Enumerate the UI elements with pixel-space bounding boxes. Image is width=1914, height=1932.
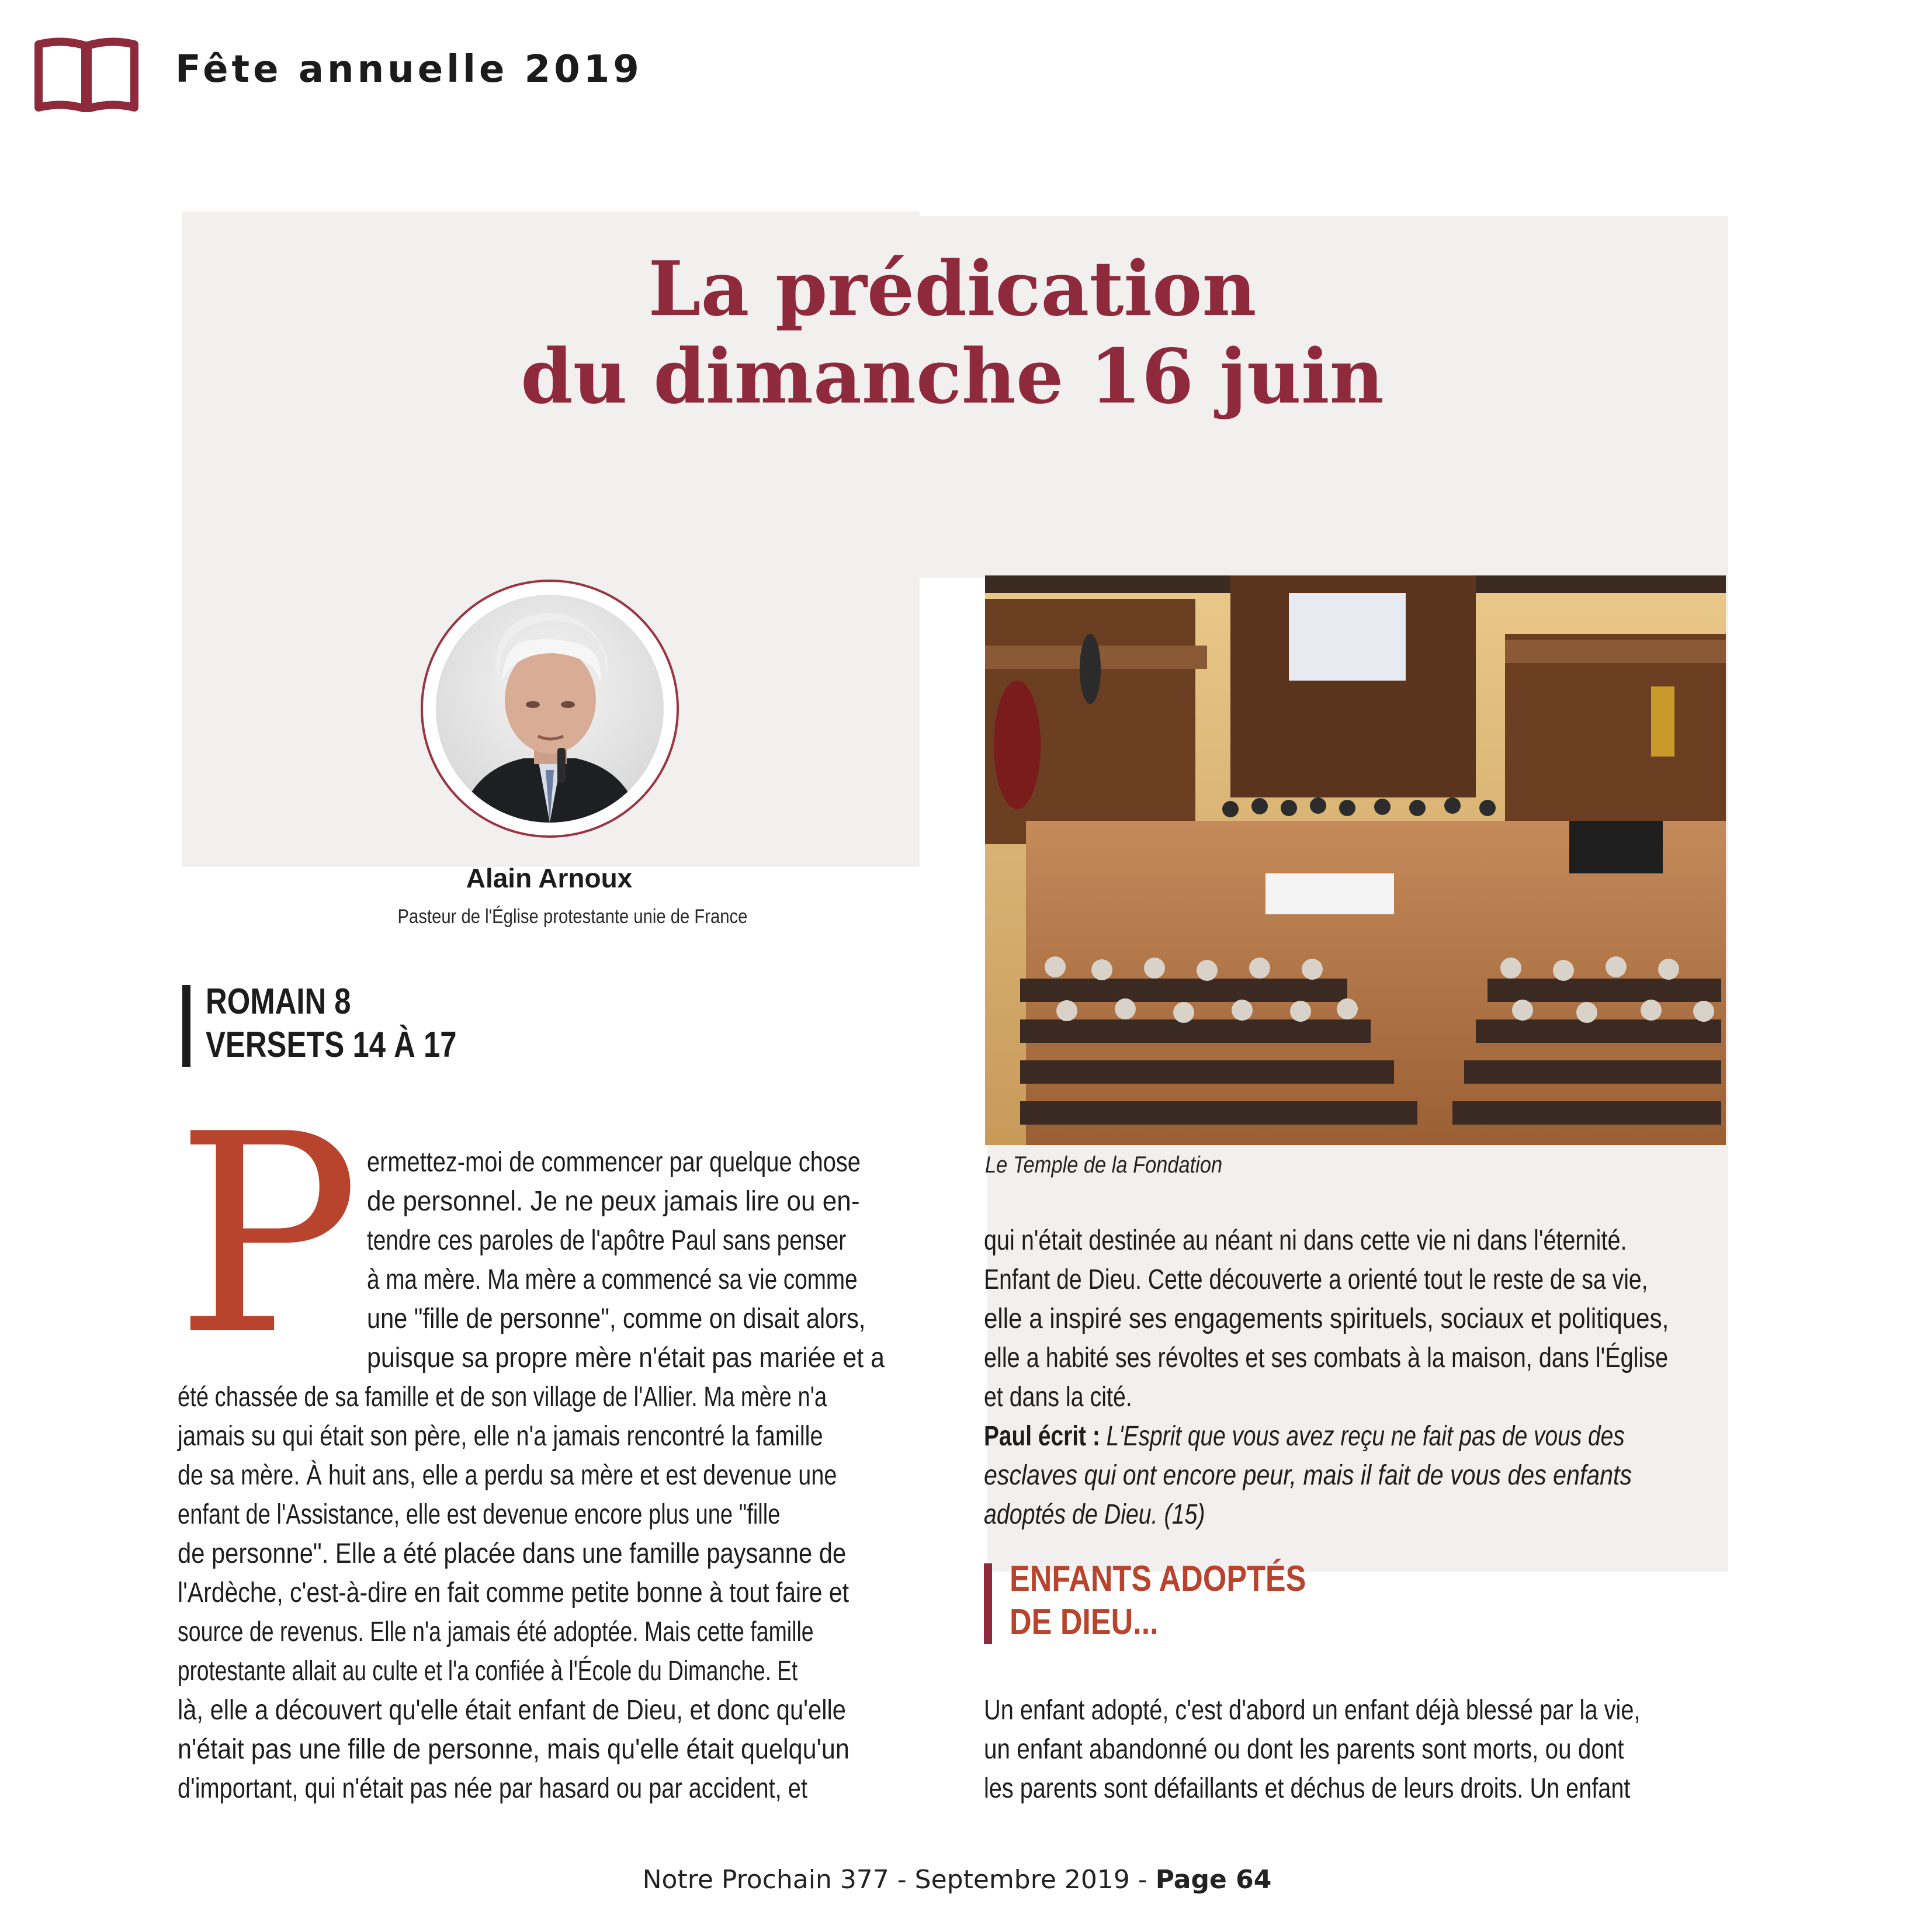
- author-role: Pasteur de l'Église protestante unie de France: [397, 906, 748, 928]
- body-line: ermettez-moi de commencer par quelque chose: [367, 1147, 861, 1178]
- section-header: Fête annuelle 2019: [175, 48, 643, 91]
- church-photo: [985, 575, 1726, 1145]
- body-line: elle a inspiré ses engagements spirituels, sociaux et politiques,: [984, 1303, 1669, 1334]
- quote-text: L'Esprit que vous avez reçu ne fait pas de vous des: [1106, 1421, 1625, 1452]
- author-portrait: [421, 580, 679, 838]
- author-photo: [436, 595, 664, 823]
- heading-bar: [182, 985, 190, 1067]
- body-line: Un enfant adopté, c'est d'abord un enfant déjà blessé par la vie,: [984, 1695, 1641, 1726]
- body-line: été chassée de sa famille et de son village de l'Allier. Ma mère n'a: [178, 1382, 827, 1413]
- body-line: enfant de l'Assistance, elle est devenue encore plus une "fille: [178, 1499, 781, 1530]
- photo-caption: Le Temple de la Fondation: [985, 1152, 1223, 1178]
- body-line: d'important, qui n'était pas née par hasard ou par accident, et: [178, 1773, 807, 1804]
- quote-line: esclaves qui ont encore peur, mais il fait de vous des enfants: [984, 1460, 1632, 1491]
- page-footer: [0, 1865, 1914, 1895]
- body-line: de sa mère. À huit ans, elle a perdu sa mère et est devenue une: [178, 1460, 837, 1491]
- body-line: l'Ardèche, c'est-à-dire en fait comme petite bonne à tout faire et: [178, 1577, 849, 1608]
- title-line: du dimanche 16 juin: [521, 333, 1384, 421]
- heading-line: DE DIEU...: [1010, 1602, 1159, 1642]
- quote-line: [984, 1419, 1625, 1454]
- quote-label: Paul écrit :: [984, 1421, 1100, 1452]
- heading-line: ROMAIN 8: [206, 981, 351, 1022]
- heading-line: VERSETS 14 À 17: [206, 1025, 457, 1065]
- body-line: jamais su qui était son père, elle n'a jamais rencontré la famille: [178, 1421, 823, 1452]
- quote-line: adoptés de Dieu. (15): [984, 1499, 1205, 1530]
- body-line: et dans la cité.: [984, 1382, 1132, 1413]
- body-line: de personnel. Je ne peux jamais lire ou en-: [367, 1186, 860, 1217]
- church-interior-illustration: [985, 575, 1726, 1145]
- heading-bar: [984, 1563, 992, 1644]
- person-illustration: [436, 595, 664, 823]
- body-line: les parents sont défaillants et déchus de leurs droits. Un enfant: [984, 1773, 1631, 1804]
- body-line: de personne". Elle a été placée dans une famille paysanne de: [178, 1538, 847, 1569]
- section-heading: [206, 980, 457, 1067]
- body-line: puisque sa propre mère n'était pas mariée et a: [367, 1343, 885, 1373]
- body-line: un enfant abandonné ou dont les parents sont morts, ou dont: [984, 1734, 1624, 1765]
- article-title: [327, 245, 1577, 421]
- author-name: Alain Arnoux: [466, 863, 633, 893]
- body-line: une "fille de personne", comme on disait alors,: [367, 1303, 866, 1334]
- body-line: protestante allait au culte et l'a confiée à l'École du Dimanche. Et: [178, 1656, 798, 1687]
- body-line: Enfant de Dieu. Cette découverte a orienté tout le reste de sa vie,: [984, 1264, 1648, 1295]
- body-line: elle a habité ses révoltes et ses combats à la maison, dans l'Église: [984, 1343, 1669, 1373]
- body-line: à ma mère. Ma mère a commencé sa vie comme: [367, 1264, 858, 1295]
- title-line: La prédication: [648, 245, 1257, 333]
- section-heading: [1010, 1558, 1306, 1644]
- body-line: qui n'était destinée au néant ni dans cette vie ni dans l'éternité.: [984, 1225, 1627, 1256]
- drop-cap: P: [175, 1076, 360, 1395]
- body-line: tendre ces paroles de l'apôtre Paul sans penser: [367, 1225, 847, 1256]
- page-number: Page 64: [1155, 1865, 1272, 1895]
- body-line: source de revenus. Elle n'a jamais été adoptée. Mais cette famille: [178, 1617, 814, 1647]
- open-book-icon: [34, 36, 139, 112]
- publication-info: Notre Prochain 377 - Septembre 2019 -: [642, 1865, 1147, 1895]
- body-line: là, elle a découvert qu'elle était enfant de Dieu, et donc qu'elle: [178, 1695, 846, 1726]
- body-line: n'était pas une fille de personne, mais qu'elle était quelqu'un: [178, 1734, 849, 1765]
- heading-line: ENFANTS ADOPTÉS: [1010, 1559, 1306, 1599]
